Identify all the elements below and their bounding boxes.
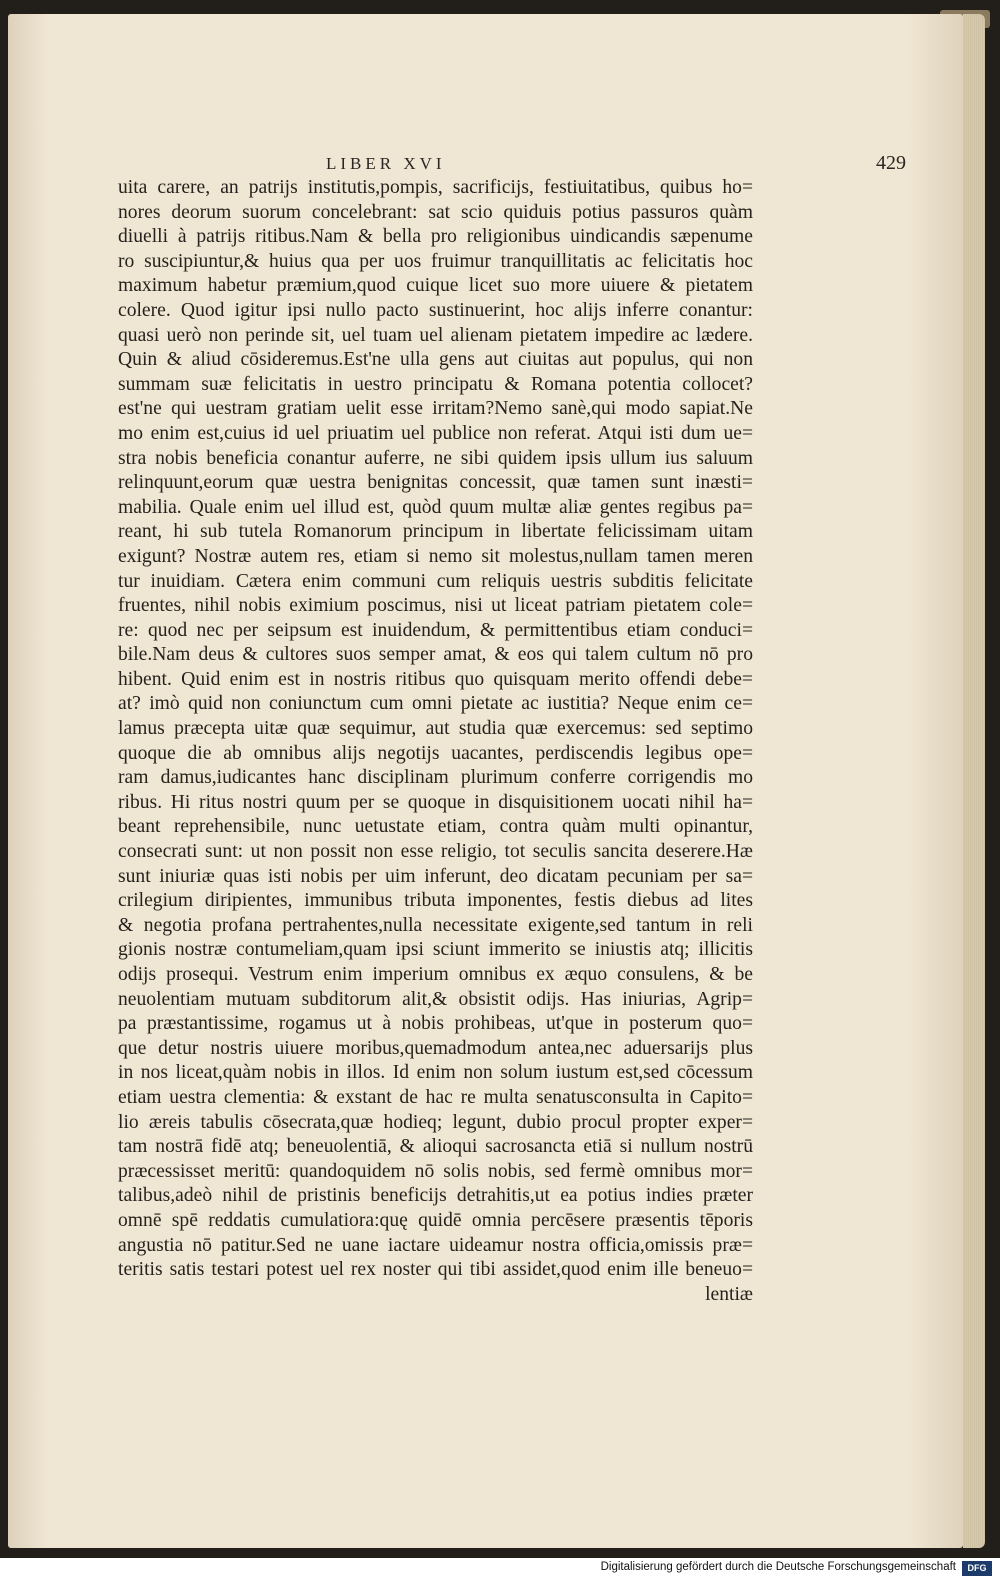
- funding-credit: Digitalisierung gefördert durch die Deutsche Forschungsgemeinschaft: [600, 1561, 956, 1573]
- text-line: est'ne qui uestram gratiam uelit esse irritam?Nemo sanè,qui modo sapiat.Ne: [118, 398, 753, 420]
- text-line: tur inuidiam. Cætera enim communi cum reliquis uestris subditis felicitate: [118, 570, 753, 592]
- text-line: summam suæ felicitatis in uestro principatu & Romana potentia collocet?: [118, 373, 753, 395]
- text-line: ro suscipiuntur,& huius qua per uos fruimur tranquillitatis ac felicitatis hoc: [118, 250, 753, 272]
- text-line: talibus,adeò nihil de pristinis beneficijs detrahitis,ut ea potius indies præter: [118, 1185, 753, 1207]
- text-line: pa præstantissime, rogamus ut à nobis prohibeas, ut'que in posterum quo=: [118, 1013, 753, 1035]
- text-line: sunt iniuriæ quas isti nobis per uim inferunt, deo dicatam pecuniam per sa=: [118, 865, 753, 887]
- text-line: stra nobis beneficia conantur auferre, ne sibi quidem ipsis ullum ius saluum: [118, 447, 753, 469]
- text-line: omnē spē reddatis cumulatiora:quę quidē omnia percēsere præsentis tēporis: [118, 1209, 753, 1231]
- text-line: quoque die ab omnibus alijs negotijs uacantes, perdiscendis legibus ope=: [118, 742, 753, 764]
- text-line: re: quod nec per seipsum est inuidendum, & permittentibus etiam conduci=: [118, 619, 753, 641]
- text-line: teritis satis testari potest uel rex noster qui tibi assidet,quod enim ille beneuo=: [118, 1259, 753, 1281]
- text-line: lio æreis tabulis cōsecrata,quæ hodieq; legunt, dubio procul propter exper=: [118, 1111, 753, 1133]
- text-line: consecrati sunt: ut non possit non esse religio, tot seculis sancita deserere.Hæ: [118, 841, 753, 863]
- text-line: & negotia profana pertrahentes,nulla necessitate exigente,sed tantum in reli: [118, 914, 753, 936]
- text-line: ram damus,iudicantes hanc disciplinam plurimum conferre corrigendis mo: [118, 767, 753, 789]
- text-line: fruentes, nihil nobis eximium poscimus, nisi ut liceat patriam pietatem cole=: [118, 595, 753, 617]
- page-stack-edge: [963, 14, 985, 1548]
- text-line: mo enim est,cuius id uel priuatim uel publice non referat. Atqui isti dum ue=: [118, 422, 753, 444]
- text-line: nores deorum suorum concelebrant: sat scio quiduis potius passuros quàm: [118, 201, 753, 223]
- body-text: [118, 176, 753, 1307]
- text-line: hibent. Quid enim est in nostris ritibus quo quisquam merito offendi debe=: [118, 668, 753, 690]
- text-line: que detur nostris uiuere moribus,quemadmodum antea,nec aduersarijs plus: [118, 1037, 753, 1059]
- text-line: uita carere, an patrijs institutis,pompis, sacrificijs, festiuitatibus, quibus ho=: [118, 177, 753, 198]
- dfg-logo: DFG: [962, 1561, 992, 1576]
- text-line: præcessisset meritū: quandoquidem nō solis nobis, sed fermè omnibus mor=: [118, 1160, 753, 1182]
- text-line: in nos liceat,quàm nobis in illos. Id enim non solum iustum est,sed cōcessum: [118, 1062, 753, 1084]
- text-line: tam nostrā fidē atq; beneuolentiā, & alioqui sacrosancta etiā si nullum nostrū: [118, 1136, 753, 1158]
- text-line: beant reprehensibile, nunc uetustate etiam, contra quàm multi opinantur,: [118, 816, 753, 838]
- text-line: etiam uestra clementia: & exstant de hac re multa senatusconsulta in Capito=: [118, 1086, 753, 1108]
- text-line: ribus. Hi ritus nostri quum per se quoque in disquisitionem uocati nihil ha=: [118, 791, 753, 813]
- text-line: diuelli à patrijs ritibus.Nam & bella pro religionibus uindicandis sæpenume: [118, 226, 753, 248]
- text-line: mabilia. Quale enim uel illud est, quòd quum multæ aliæ gentes regibus pa=: [118, 496, 753, 518]
- text-line: exigunt? Nostræ autem res, etiam si nemo sit molestus,nullam tamen meren: [118, 545, 753, 567]
- text-line: crilegium diripientes, immunibus tributa imponentes, festis diebus ad lites: [118, 890, 753, 912]
- text-line: gionis nostræ contumeliam,quam ipsi sciunt immerito se iniustis atq; illicitis: [118, 939, 753, 961]
- text-line: lamus præcepta uitæ quæ sequimur, aut studia quæ exercemus: sed septimo: [118, 718, 753, 740]
- text-line: at? imò quid non coniunctum cum omni pietate ac iustitia? Neque enim ce=: [118, 693, 753, 715]
- text-line: lentiæ: [705, 1283, 753, 1305]
- footer-bar: [0, 1558, 1000, 1580]
- text-line: Quin & aliud cōsideremus.Est'ne ulla gens aut ciuitas aut populus, qui non: [118, 349, 753, 371]
- text-line: bile.Nam deus & cultores suos semper amat, & eos qui talem cultum nō pro: [118, 644, 753, 666]
- text-line: maximum habetur præmium,quod cuique licet suo more uiuere & pietatem: [118, 275, 753, 297]
- text-line: neuolentiam mutuam subditorum alit,& obsistit odijs. Has iniurias, Agrip=: [118, 988, 753, 1010]
- text-line: angustia nō patitur.Sed ne uane iactare uideamur nostra officia,omissis præ=: [118, 1234, 753, 1256]
- running-title: LIBER XVI: [326, 154, 446, 173]
- text-line: relinquunt,eorum quæ uestra benignitas concessit, quæ tamen sunt inæsti=: [118, 472, 753, 494]
- text-line: quasi uerò non perinde sit, uel tuam uel alienam pietatem impedire ac lædere.: [118, 324, 753, 346]
- page-number: 429: [876, 152, 906, 174]
- text-line: odijs prosequi. Vestrum enim imperium omnibus ex æquo consulens, & be: [118, 964, 753, 985]
- text-line: colere. Quod igitur ipsi nullo pacto sustinuerint, hoc alijs inferre conantur:: [118, 299, 753, 321]
- book-page: [8, 14, 963, 1548]
- text-line: reant, hi sub tutela Romanorum principum in libertate felicissimam uitam: [118, 521, 753, 543]
